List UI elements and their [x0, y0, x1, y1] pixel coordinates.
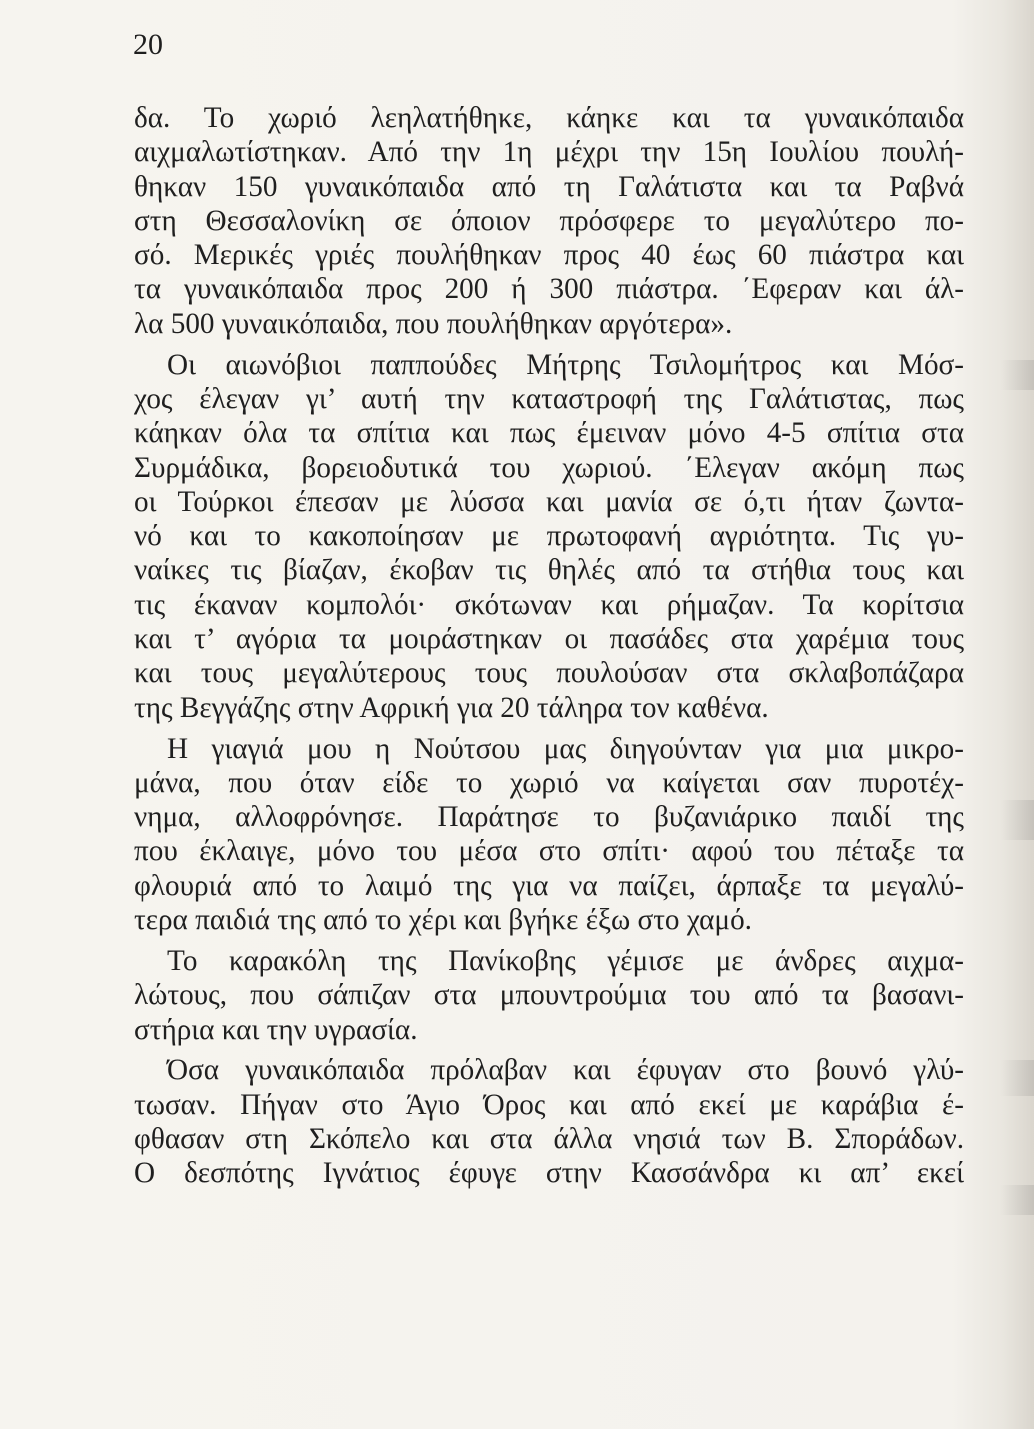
paragraph-3 — [134, 732, 964, 938]
text-line: Συρμάδικα, βορειοδυτικά του χωριού. ΄Ελεγαν ακόμη πως — [134, 451, 964, 484]
page-edge-shadow — [1000, 1185, 1034, 1215]
text-line: ναίκες τις βίαζαν, έκοβαν τις θηλές από τα στήθια τους και — [134, 554, 964, 587]
text-line: θηκαν 150 γυναικόπαιδα από τη Γαλάτιστα και τα Ραβνά — [134, 170, 964, 203]
paragraph-5 — [134, 1053, 964, 1190]
text-line: αιχμαλωτίστηκαν. Από την 1η μέχρι την 15η Ιουλίου πουλή- — [134, 136, 964, 169]
text-line: Το καρακόλη της Πανίκοβης γέμισε με άνδρες αιχμα- — [167, 944, 964, 977]
text-line: Ο δεσπότης Ιγνάτιος έφυγε στην Κασσάνδρα κι απ’ εκεί — [134, 1157, 964, 1190]
text-line: μάνα, που όταν είδε το χωριό να καίγεται σαν πυροτέχ- — [134, 766, 964, 799]
text-line: οι Τούρκοι έπεσαν με λύσσα και μανία σε ό,τι ήταν ζωντα- — [134, 485, 964, 518]
text-line: τωσαν. Πήγαν στο Άγιο Όρος και από εκεί με καράβια έ- — [134, 1088, 964, 1121]
text-line: της Βεγγάζης στην Αφρική για 20 τάληρα τον καθένα. — [134, 691, 769, 724]
text-line: και τ’ αγόρια τα μοιράστηκαν οι πασάδες στα χαρέμια τους — [134, 623, 964, 656]
paragraph-2 — [134, 348, 964, 725]
text-line: χος έλεγαν γι’ αυτή την καταστροφή της Γαλάτιστας, πως — [134, 382, 964, 415]
text-line: φθασαν στη Σκόπελο και στα άλλα νησιά των Β. Σποράδων. — [134, 1122, 964, 1155]
page-edge-shadow — [1000, 800, 1034, 840]
paragraph-4 — [134, 944, 964, 1047]
text-line: Όσα γυναικόπαιδα πρόλαβαν και έφυγαν στο βουνό γλύ- — [167, 1054, 964, 1087]
text-line: Οι αιωνόβιοι παππούδες Μήτρης Τσιλομήτρος και Μόσ- — [167, 348, 964, 381]
text-line: στήρια και την υγρασία. — [134, 1013, 418, 1046]
text-line: λα 500 γυναικόπαιδα, που πουλήθηκαν αργότερα». — [134, 307, 733, 340]
text-line: και τους μεγαλύτερους τους πουλούσαν στα σκλαβοπάζαρα — [134, 657, 964, 690]
text-line: νό και το κακοποίησαν με πρωτοφανή αγριότητα. Τις γυ- — [134, 520, 964, 553]
body-text — [134, 101, 964, 1197]
text-line: κάηκαν όλα τα σπίτια και πως έμειναν μόνο 4-5 σπίτια στα — [134, 417, 964, 450]
text-line: Η γιαγιά μου η Νούτσου μας διηγούνταν για μια μικρο- — [167, 732, 964, 765]
text-line: που έκλαιγε, μόνο του μέσα στο σπίτι· αφού του πέταξε τα — [134, 835, 964, 868]
text-line: φλουριά από το λαιμό της για να παίζει, άρπαξε τα μεγαλύ- — [134, 869, 964, 902]
text-line: δα. Το χωριό λεηλατήθηκε, κάηκε και τα γυναικόπαιδα — [134, 102, 964, 134]
text-line: τις έκαναν κομπολόι· σκότωναν και ρήμαζαν. Τα κορίτσια — [134, 588, 964, 621]
text-line: τερα παιδιά της από το χέρι και βγήκε έξω στο χαμό. — [134, 904, 752, 937]
text-line: στη Θεσσαλονίκη σε όποιον πρόσφερε το μεγαλύτερο πο- — [134, 204, 964, 237]
text-line: σό. Μερικές γριές πουλήθηκαν προς 40 έως 60 πιάστρα και — [134, 239, 964, 272]
page-edge-shadow — [1000, 1060, 1034, 1096]
paragraph-1 — [134, 101, 964, 341]
text-line: τα γυναικόπαιδα προς 200 ή 300 πιάστρα. ΄Εφεραν και άλ- — [134, 273, 964, 306]
page-edge-shadow — [1000, 360, 1034, 390]
text-line: νημα, αλλοφρόνησε. Παράτησε το βυζανιάρικο παιδί της — [134, 801, 964, 834]
text-line: λώτους, που σάπιζαν στα μπουντρούμια του από τα βασανι- — [134, 979, 964, 1012]
page-number: 20 — [133, 28, 163, 61]
